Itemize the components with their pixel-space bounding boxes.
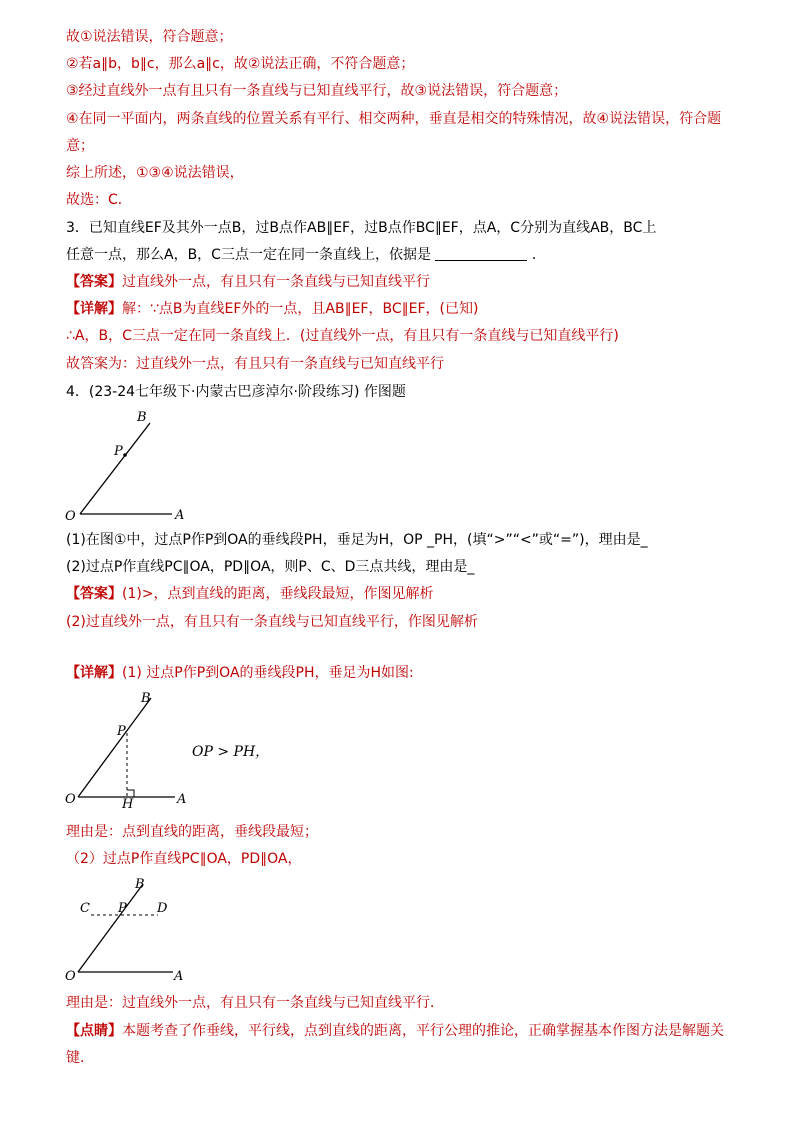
label-H: H <box>122 797 134 810</box>
detail-line-q4-2: （2）过点P作直线PC∥OA，PD∥OA， <box>66 851 302 867</box>
question-4-part-1: (1)在图①中，过点P作P到OA的垂线段PH，垂足为H，OP _PH，(填“>”“<”或“=”)，理由是_ <box>66 532 648 548</box>
label-O: O <box>65 509 76 524</box>
answer-text: 过直线外一点，有且只有一条直线与已知直线平行 <box>122 274 430 290</box>
figure-3 <box>62 872 202 984</box>
label-A: A <box>174 969 184 984</box>
solution-line-4: ④在同一平面内，两条直线的位置关系有平行、相交两种，垂直是相交的特殊情况，故④说法错误，符合题 <box>66 111 722 127</box>
answer-tag: 【答案】 <box>66 274 122 290</box>
question-4-part-2: (2)过点P作直线PC∥OA，PD∥OA，则P、C、D三点共线，理由是_ <box>66 559 475 575</box>
answer-line-q4-2: (2)过直线外一点，有且只有一条直线与已知直线平行，作图见解析 <box>66 614 478 630</box>
solution-line-5: 意； <box>66 138 94 154</box>
label-A: A <box>175 508 185 523</box>
label-O: O <box>65 792 76 807</box>
answer-line-q3 <box>66 272 430 292</box>
point-P <box>123 453 127 457</box>
right-angle-mark <box>127 790 134 797</box>
question-3-text: 任意一点，那么A，B，C三点一定在同一条直线上，依据是 <box>66 247 431 263</box>
detail-tag-q4: 【详解】 <box>66 665 122 681</box>
detail-line-q3-2: ∴A，B，C三点一定在同一条直线上．(过直线外一点，有且只有一条直线与已知直线平行) <box>66 328 619 344</box>
label-P: P <box>114 444 123 459</box>
detail-line-q4-1 <box>66 663 414 683</box>
question-3-end: ． <box>531 247 546 263</box>
detail-tag: 【详解】 <box>66 301 122 317</box>
ray-OB <box>78 884 143 972</box>
detail-text-q4: (1) 过点P作P到OA的垂线段PH，垂足为H如图: <box>122 665 414 681</box>
answer-tag-q4: 【答案】 <box>66 586 122 602</box>
answer-text-q4: (1)>，点到直线的距离，垂线段最短，作图见解析 <box>122 586 434 602</box>
label-P: P <box>117 724 126 739</box>
ray-OB <box>78 698 151 797</box>
label-C: C <box>80 901 90 916</box>
reason-line-2: 理由是：过直线外一点，有且只有一条直线与已知直线平行． <box>66 995 444 1011</box>
answer-blank <box>435 246 527 261</box>
label-P: P <box>118 901 127 916</box>
figure-2 <box>62 688 202 810</box>
figure-1 <box>62 405 202 525</box>
detail-text: 解：∵点B为直线EF外的一点，且AB∥EF，BC∥EF，(已知) <box>122 301 479 317</box>
comment-text: 本题考查了作垂线，平行线，点到直线的距离，平行公理的推论，正确掌握基本作图方法是解题关 <box>122 1023 724 1039</box>
ray-OB <box>80 423 150 514</box>
label-B: B <box>137 410 147 425</box>
question-3-line-2 <box>66 245 546 265</box>
solution-line-1: 故①说法错误，符合题意； <box>66 29 233 45</box>
answer-line-q4-1 <box>66 584 434 604</box>
detail-line-q3-3: 故答案为：过直线外一点，有且只有一条直线与已知直线平行 <box>66 356 444 372</box>
reason-line-1: 理由是：点到直线的距离，垂线段最短； <box>66 824 318 840</box>
solution-line-7: 故选：C． <box>66 192 132 208</box>
label-B: B <box>141 691 151 706</box>
comment-line-1 <box>66 1021 724 1041</box>
solution-line-3: ③经过直线外一点有且只有一条直线与已知直线平行，故③说法错误，符合题意； <box>66 83 568 99</box>
solution-line-2: ②若a∥b，b∥c，那么a∥c，故②说法正确，不符合题意； <box>66 56 415 72</box>
label-O: O <box>65 969 76 984</box>
label-D: D <box>157 901 168 916</box>
inequality-note: OP > PH， <box>192 744 270 760</box>
solution-line-6: 综上所述，①③④说法错误， <box>66 165 244 181</box>
detail-line-q3-1 <box>66 299 478 319</box>
label-A: A <box>177 792 187 807</box>
comment-tag: 【点睛】 <box>66 1023 122 1039</box>
label-B: B <box>135 877 145 892</box>
comment-line-2: 键． <box>66 1050 94 1066</box>
question-4-title: 4．(23-24七年级下·内蒙古巴彦淖尔·阶段练习) 作图题 <box>66 384 406 400</box>
question-3-line-1: 3．已知直线EF及其外一点B，过B点作AB∥EF，过B点作BC∥EF，点A，C分别为直线AB，BC上 <box>66 220 657 236</box>
